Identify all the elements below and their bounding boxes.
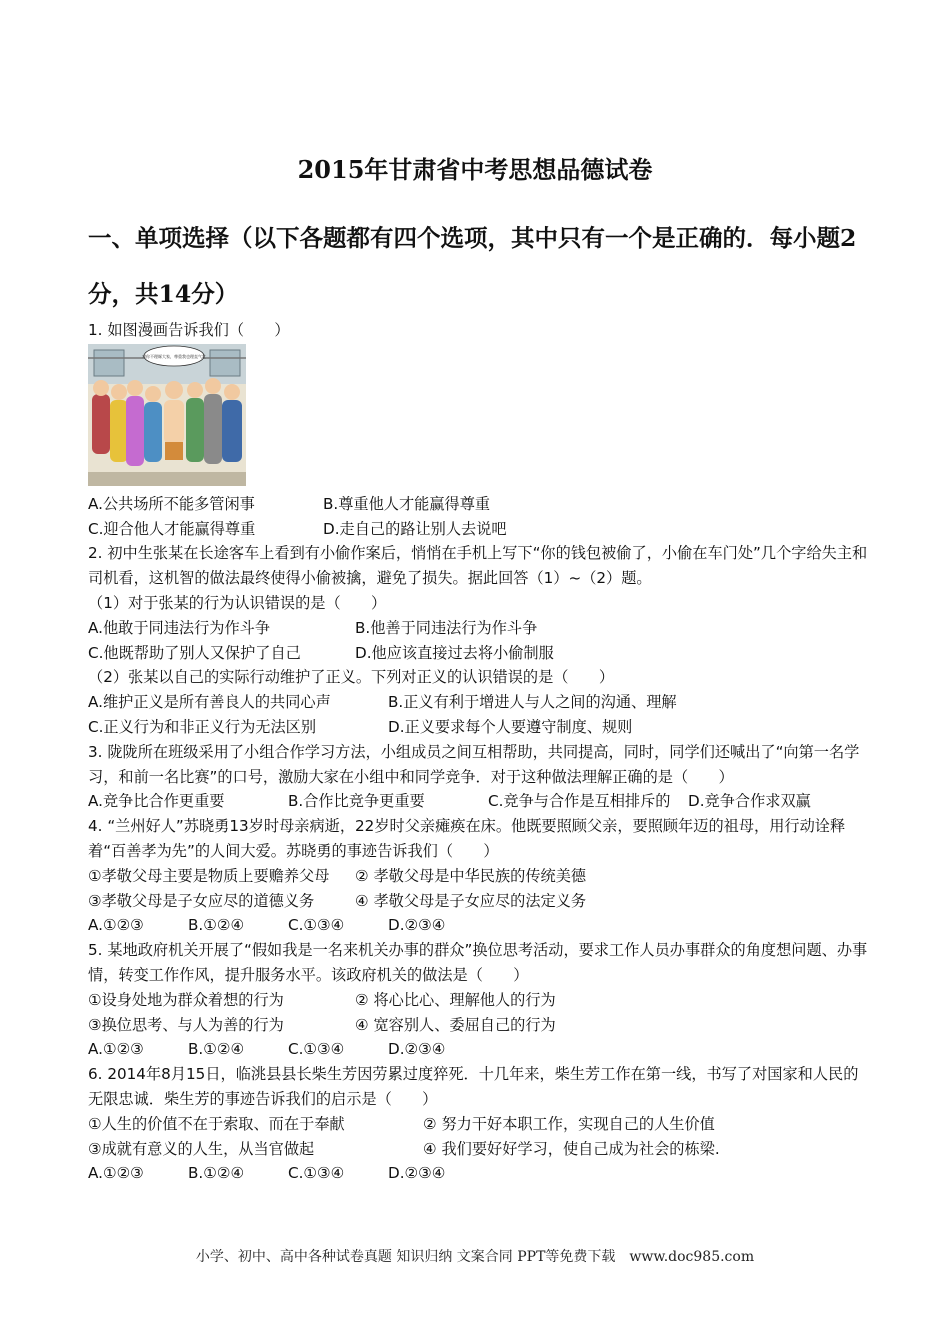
- page-footer: 小学、初中、高中各种试卷真题 知识归纳 文案合同 PPT等免费下载 www.doc985.com: [195, 1249, 755, 1265]
- q2-sub1: （1）对于张某的行为认识错误的是（ ）: [88, 593, 387, 612]
- q2-stem: 2. 初中生张某在长途客车上看到有小偷作案后，悄悄在手机上写下“你的钱包被偷了，小偷在车门处”几个字给失主和司机看，这机智的做法最终使得小偷被擒，避免了损失。据此回答（1）~（2）题。: [88, 544, 868, 588]
- q1-option-a[interactable]: A.公共场所不能多管闲事: [88, 494, 255, 513]
- q2-sub1-option-c[interactable]: C.他既帮助了别人又保护了自己: [88, 643, 301, 662]
- q4-option-a[interactable]: A.①②③: [88, 916, 144, 935]
- q6-option-d[interactable]: D.②③④: [388, 1164, 446, 1183]
- q1-options-row1: [88, 492, 868, 517]
- q1-option-d[interactable]: D.走自己的路让别人去说吧: [323, 519, 507, 538]
- q4-option-b[interactable]: B.①②④: [188, 916, 245, 935]
- q3-stem: 3. 陇陇所在班级采用了小组合作学习方法，小组成员之间互相帮助，共同提高，同时，同学们还喊出了“向第一名学习，和前一名比赛”的口号，激励大家在小组中和同学竞争．对于这种做法理解正确的是（ ）: [88, 742, 860, 786]
- q2-sub2-option-b[interactable]: B.正义有利于增进人与人之间的沟通、理解: [388, 693, 677, 712]
- q4-item-1: ①孝敬父母主要是物质上要赡养父母: [88, 866, 330, 885]
- q2-sub2-options-row1: [88, 690, 868, 715]
- q4-option-d[interactable]: D.②③④: [388, 916, 446, 935]
- q2-sub2-options-row2: [88, 715, 868, 740]
- q1-option-b[interactable]: B.尊重他人才能赢得尊重: [323, 494, 491, 513]
- q3-option-b[interactable]: B.合作比竞争更重要: [288, 792, 425, 811]
- q2-sub2-option-d[interactable]: D.正义要求每个人要遵守制度、规则: [388, 717, 633, 736]
- q4-stem: 4. “兰州好人”苏晓勇13岁时母亲病逝，22岁时父亲瘫痪在床。他既要照顾父亲，要照顾年迈的祖母，用行动诠释着“百善孝为先”的人间大爱。苏晓勇的事迹告诉我们（ ）: [88, 817, 846, 860]
- q1-options-row2: [88, 517, 868, 542]
- q2-sub1-options-row2: [88, 641, 868, 666]
- q2-sub2: （2）张某以自己的实际行动维护了正义。下列对正义的认识错误的是（ ）: [88, 668, 615, 687]
- q5-item-1: ①设身处地为群众着想的行为: [88, 990, 284, 1009]
- q6-option-b[interactable]: B.①②④: [188, 1164, 245, 1183]
- q4-options: [88, 913, 868, 938]
- cartoon-bubble: 对你不理睬大家，尊重我也理直气壮: [142, 353, 206, 359]
- q6-items-row2: [88, 1137, 868, 1162]
- q5-item-4: ④ 宽容别人、委屈自己的行为: [355, 1015, 556, 1034]
- q4-item-2: ② 孝敬父母是中华民族的传统美德: [355, 866, 587, 885]
- q4-item-3: ③孝敬父母是子女应尽的道德义务: [88, 891, 315, 910]
- q2-sub1-option-b[interactable]: B.他善于同违法行为作斗争: [355, 618, 538, 637]
- q6-options: [88, 1161, 868, 1186]
- q6-option-c[interactable]: C.①③④: [288, 1164, 345, 1183]
- section-heading: 一、单项选择（以下各题都有四个选项，其中只有一个是正确的．每小题2分，共14分）: [88, 224, 857, 308]
- q6-item-1: ①人生的价值不在于索取、而在于奉献: [88, 1114, 345, 1133]
- q5-option-b[interactable]: B.①②④: [188, 1040, 245, 1059]
- q2-sub1-option-d[interactable]: D.他应该直接过去将小偷制服: [355, 643, 554, 662]
- q2-sub1-options-row1: [88, 616, 868, 641]
- q5-options: [88, 1037, 868, 1062]
- q5-option-c[interactable]: C.①③④: [288, 1040, 345, 1059]
- q4-items-row2: [88, 889, 868, 914]
- q6-item-2: ② 努力干好本职工作，实现自己的人生价值: [423, 1114, 715, 1133]
- q5-stem: 5. 某地政府机关开展了“假如我是一名来机关办事的群众”换位思考活动，要求工作人员办事群众的角度想问题、办事情，转变工作作风，提升服务水平。该政府机关的做法是（ ）: [88, 941, 868, 984]
- q6-items-row1: [88, 1112, 868, 1137]
- q5-item-2: ② 将心比心、理解他人的行为: [355, 990, 556, 1009]
- q4-items-row1: [88, 864, 868, 889]
- q4-option-c[interactable]: C.①③④: [288, 916, 345, 935]
- q5-items-row2: [88, 1013, 868, 1038]
- q6-item-3: ③成就有意义的人生，从当官做起: [88, 1139, 315, 1158]
- q3-option-a[interactable]: A.竞争比合作更重要: [88, 792, 225, 811]
- q6-item-4: ④ 我们要好好学习，使自己成为社会的栋梁.: [423, 1139, 720, 1158]
- q1-stem: 1. 如图漫画告诉我们（ ）: [88, 321, 290, 339]
- cartoon-image: [88, 344, 246, 486]
- q5-option-d[interactable]: D.②③④: [388, 1040, 446, 1059]
- page-title: 2015年甘肃省中考思想品德试卷: [297, 155, 653, 184]
- q2-sub2-option-c[interactable]: C.正义行为和非正义行为无法区别: [88, 717, 317, 736]
- q5-items-row1: [88, 988, 868, 1013]
- q2-sub2-option-a[interactable]: A.维护正义是所有善良人的共同心声: [88, 693, 331, 712]
- q3-option-d[interactable]: D.竞争合作求双赢: [688, 792, 811, 811]
- q1-option-c[interactable]: C.迎合他人才能赢得尊重: [88, 519, 256, 538]
- q5-option-a[interactable]: A.①②③: [88, 1040, 144, 1059]
- q2-sub1-option-a[interactable]: A.他敢于同违法行为作斗争: [88, 618, 271, 637]
- q3-options: [88, 789, 868, 814]
- q6-stem: 6. 2014年8月15日，临洮县县长柴生芳因劳累过度猝死．十几年来，柴生芳工作在第一线，书写了对国家和人民的无限忠诚．柴生芳的事迹告诉我们的启示是（ ）: [88, 1065, 859, 1108]
- q4-item-4: ④ 孝敬父母是子女应尽的法定义务: [355, 891, 587, 910]
- q3-option-c[interactable]: C.竞争与合作是互相排斥的: [488, 792, 671, 811]
- questions: [88, 318, 868, 1186]
- q5-item-3: ③换位思考、与人为善的行为: [88, 1015, 284, 1034]
- q6-option-a[interactable]: A.①②③: [88, 1164, 144, 1183]
